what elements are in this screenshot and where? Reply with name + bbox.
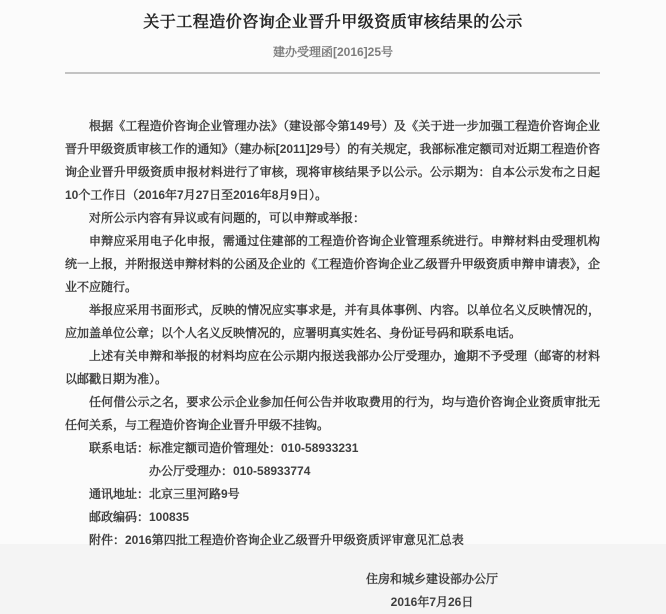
document-number: 建办受理函[2016]25号 xyxy=(272,45,394,59)
paragraph-disclaimer: 任何借公示之名，要求公示企业参加任何公告并收取费用的行为，均与造价咨询企业资质审批无任何关系，与工程造价咨询企业晋升甲级不挂钩。 xyxy=(65,395,600,432)
page-title: 关于工程造价咨询企业晋升甲级资质审核结果的公示 xyxy=(143,14,523,31)
header-divider xyxy=(65,72,600,74)
contact-phone-line-1: 联系电话：标准定额司造价管理处：010-58933231 xyxy=(89,441,359,455)
paragraph-appeal-procedure: 申辩应采用电子化申报，需通过住建部的工程造价咨询企业管理系统进行。申辩材料由受理机构统一上报，并附报送申辩材料的公函及企业的《工程造价咨询企业乙级晋升甲级资质申辩申请表》，企业不应随行。 xyxy=(65,234,600,294)
paragraph-deadline: 上述有关申辩和举报的材料均应在公示期内报送我部办公厅受理办，逾期不予受理（邮寄的材料以邮戳日期为准）。 xyxy=(65,349,600,386)
signature-date: 2016年7月26日 xyxy=(390,595,474,609)
announcement-body xyxy=(65,115,600,552)
paragraph-objection-intro: 对所公示内容有异议或有问题的，可以申辩或举报： xyxy=(89,211,366,225)
signature-org: 住房和城乡建设部办公厅 xyxy=(365,572,498,586)
paragraph-basis: 根据《工程造价咨询企业管理办法》（建设部令第149号）及《关于进一步加强工程造价咨询企业晋升甲级资质审核工作的通知》（建办标[2011]29号）的有关规定，我部标准定额司对近期工程造价咨询企业晋升甲级资质申报材料进行了审核，现将审核结果予以公示。公示期为：自本公示发布之日起10个工作日（2016年7月27日至2016年8月9日）。 xyxy=(65,119,600,202)
paragraph-report-requirements: 举报应采用书面形式，反映的情况应实事求是，并有具体事例、内容。以单位名义反映情况的，应加盖单位公章；以个人名义反映情况的，应署明真实姓名、身份证号码和联系电话。 xyxy=(65,303,600,340)
contact-phone-line-2: 办公厅受理办：010-58933774 xyxy=(149,464,311,478)
contact-address-line: 通讯地址：北京三里河路9号 xyxy=(89,487,240,501)
signature-block xyxy=(312,568,552,614)
contact-postcode-line: 邮政编码：100835 xyxy=(89,510,190,524)
attachment-line: 附件：2016第四批工程造价咨询企业乙级晋升甲级资质评审意见汇总表 xyxy=(89,533,464,547)
